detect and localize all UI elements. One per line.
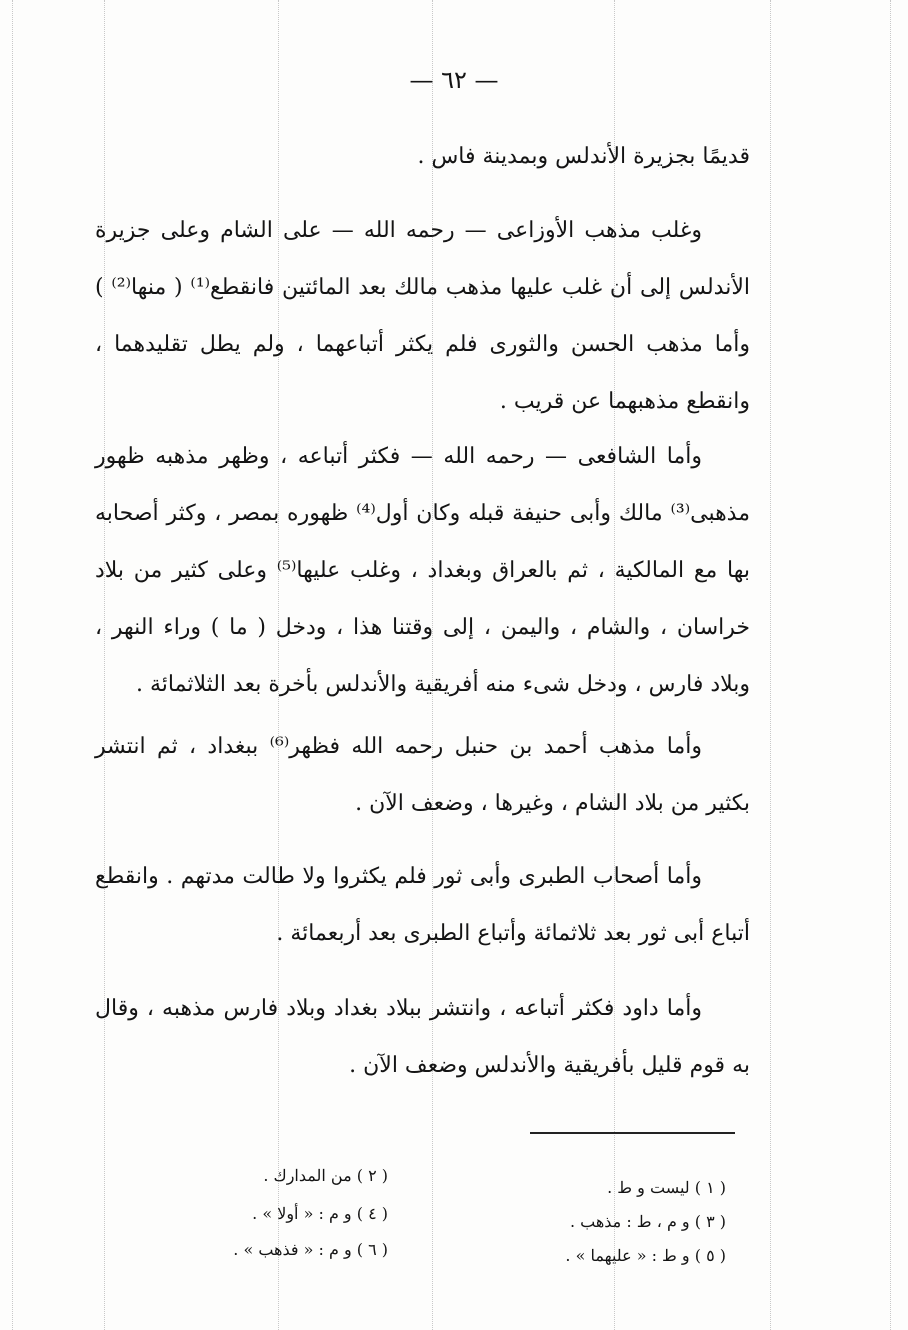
scan-dot-line <box>12 0 13 1330</box>
scan-dot-line <box>890 0 891 1330</box>
paragraph <box>95 128 750 185</box>
footnote: ( ١ ) ليست و ط . <box>607 1178 726 1197</box>
paragraph <box>95 202 750 430</box>
footnote: ( ٢ ) من المدارك . <box>263 1166 388 1185</box>
footnote: ( ٦ ) و م : « فذهب » . <box>233 1240 388 1259</box>
paragraph-text: وأما داود فكثر أتباعه ، وانتشر ببلاد بغداد وبلاد فارس مذهبه ، وقال به قوم قليل بأفريقية والأندلس وضعف الآن . <box>95 996 750 1078</box>
scan-dot-line <box>770 0 771 1330</box>
paragraph-text: وأما مذهب أحمد بن حنبل رحمه الله فظهر⁽⁶⁾ ببغداد ، ثم انتشر بكثير من بلاد الشام ، وغيرها ، وضعف الآن . <box>95 734 750 816</box>
paragraph-text: وأما أصحاب الطبرى وأبى ثور فلم يكثروا ولا طالت مدتهم . وانقطع أتباع أبى ثور بعد ثلاثمائة وأتباع الطبرى بعد أربعمائة . <box>95 864 750 946</box>
paragraph <box>95 848 750 962</box>
footnote-separator <box>530 1132 735 1134</box>
footnote: ( ٣ ) و م ، ط : مذهب . <box>569 1212 726 1231</box>
paragraph-text: قديمًا بجزيرة الأندلس وبمدينة فاس . <box>417 144 750 169</box>
paragraph <box>95 428 750 713</box>
paragraph-text: وغلب مذهب الأوزاعى — رحمه الله — على الشام وعلى جزيرة الأندلس إلى أن غلب عليها مذهب مالك بعد المائتين فانقطع⁽¹⁾ ( منها⁽²⁾ ) وأما مذهب الحسن والثورى فلم يكثر أتباعهما ، ولم يطل تقليدهما ، وانقطع مذهبهما عن قريب . <box>95 218 750 414</box>
paragraph <box>95 980 750 1094</box>
paragraph-text: وأما الشافعى — رحمه الله — فكثر أتباعه ، وظهر مذهبه ظهور مذهبى⁽³⁾ مالك وأبى حنيفة قبله وكان أول⁽⁴⁾ ظهوره بمصر ، وكثر أصحابه بها مع المالكية ، ثم بالعراق وبغداد ، وغلب عليها⁽⁵⁾ وعلى كثير من بلاد خراسان ، والشام ، واليمن ، إلى وقتنا هذا ، ودخل ( ما ) وراء النهر ، وبلاد فارس ، ودخل شىء منه أفريقية والأندلس بأخرة بعد الثلاثمائة . <box>95 444 751 697</box>
page-number: — ٦٢ — <box>409 66 499 94</box>
footnote: ( ٥ ) و ط : « عليهما » . <box>565 1246 726 1265</box>
paragraph <box>95 718 750 832</box>
footnote: ( ٤ ) و م : « أولا » . <box>252 1204 388 1223</box>
